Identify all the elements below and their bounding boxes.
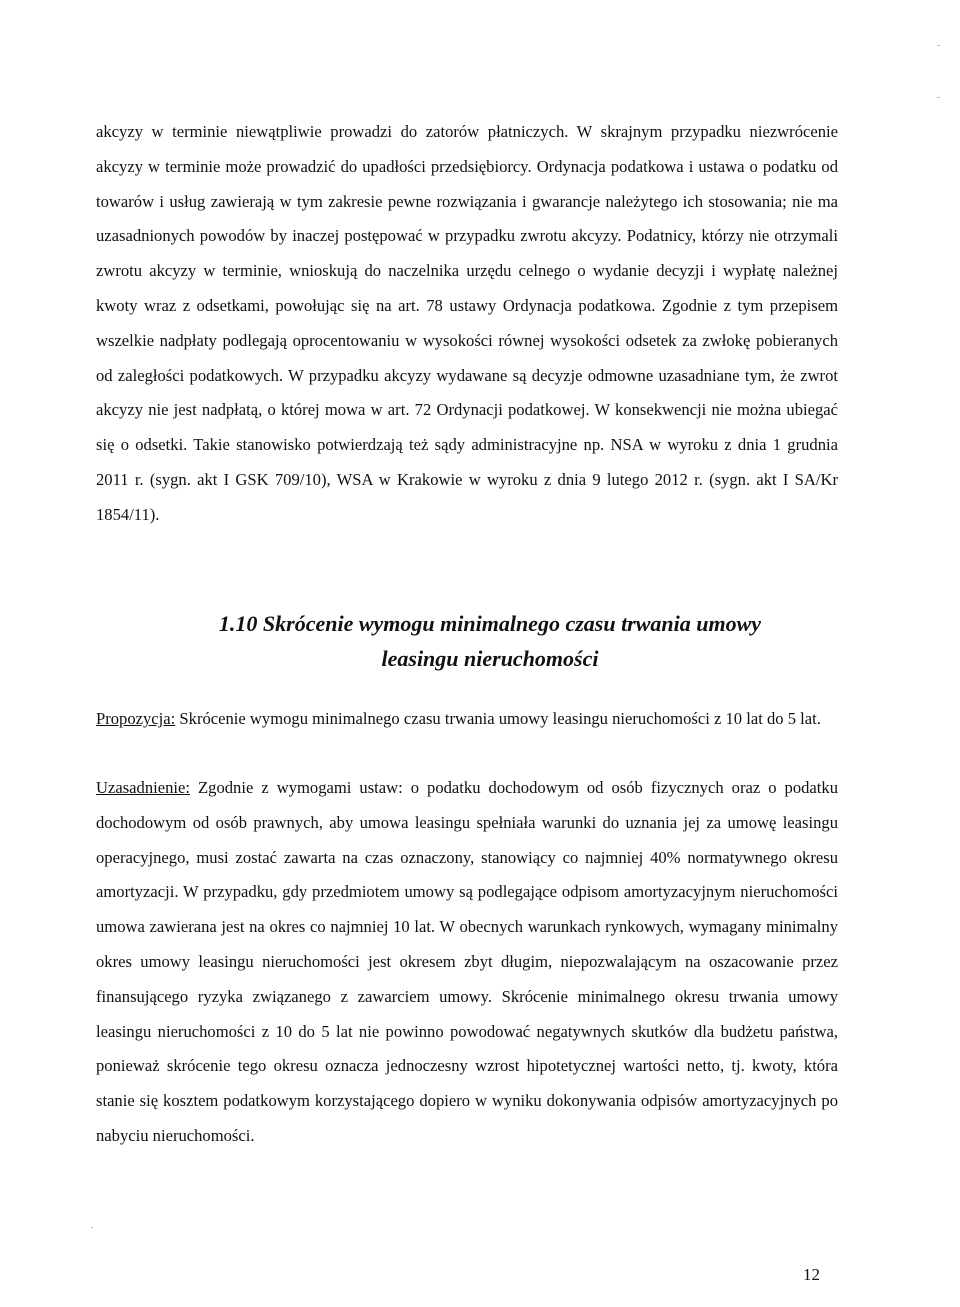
justification-text: Zgodnie z wymogami ustaw: o podatku dochodowym od osób fizycznych oraz o podatku dochodowym od osób prawnych, aby umowa leasingu spełniała warunki do uznania jej za umowę leasingu operacyjnego, musi zostać zawarta na czas oznaczony, stanowiący co najmniej 40% normatywnego okresu amortyzacji. W przypadku, gdy przedmiotem umowy są podlegające odpisom amortyzacyjnym nieruchomości umowa zawierana jest na okres co najmniej 10 lat. W obecnych warunkach rynkowych, wymagany minimalny okres umowy leasingu nieruchomości jest okresem zbyt długim, niepozwalającym na oszacowanie przez finansującego ryzyka związanego z zawarciem umowy. Skrócenie minimalnego okresu trwania umowy leasingu nieruchomości z 10 do 5 lat nie powinno powodować negatywnych skutków dla budżetu państwa, ponieważ skrócenie tego okresu oznacza jednoczesny wzrost hipotetycznej wartości netto, tj. kwoty, która stanie się kosztem podatkowym korzystającego dopiero w wyniku dokonywania odpisów amortyzacyjnych po nabyciu nieruchomości. [96,778,838,1145]
body-paragraph-akcyza: akcyzy w terminie niewątpliwie prowadzi do zatorów płatniczych. W skrajnym przypadku niezwrócenie akcyzy w terminie może prowadzić do upadłości przedsiębiorcy. Ordynacja podatkowa i ustawa o podatku od towarów i usług zawierają w tym zakresie pewne rozwiązania i gwarancje należytego ich stosowania; nie ma uzasadnionych powodów by inaczej postępować w przypadku zwrotu akcyzy. Podatnicy, którzy nie otrzymali zwrotu akcyzy w terminie, wnioskują do naczelnika urzędu celnego o wydanie decyzji i wypłatę należnej kwoty wraz z odsetkami, powołując się na art. 78 ustawy Ordynacja podatkowa. Zgodnie z tym przepisem wszelkie nadpłaty podlegają oprocentowaniu w wysokości równej wysokości odsetek za zwłokę pobieranych od zaległości podatkowych. W przypadku akcyzy wydawane są decyzje odmowne uzasadniane tym, że zwrot akcyzy nie jest nadpłatą, o której mowa w art. 72 Ordynacji podatkowej. W konsekwencji nie można ubiegać się o odsetki. Takie stanowisko potwierdzają też sądy administracyjne np. NSA w wyroku z dnia 1 grudnia 2011 r. (sygn. akt I GSK 709/10), WSA w Krakowie w wyroku z dnia 9 lutego 2012 r. (sygn. akt I SA/Kr 1854/11). [96,122,838,524]
section-heading-line1: 1.10 Skrócenie wymogu minimalnego czasu trwania umowy [218,611,762,636]
justification-paragraph [96,771,838,1154]
proposal-paragraph [96,702,838,737]
scan-edge-mark-top [937,45,940,46]
section-heading-line2: leasingu nieruchomości [381,646,599,671]
proposal-text: Skrócenie wymogu minimalnego czasu trwania umowy leasingu nieruchomości z 10 lat do 5 lat. [175,709,821,728]
section-heading [140,606,840,676]
scan-edge-mark-bottom [91,1227,93,1228]
justification-label: Uzasadnienie: [96,778,190,797]
page-number: 12 [803,1265,820,1284]
scan-edge-mark-middle [937,97,940,98]
proposal-label: Propozycja: [96,709,176,728]
